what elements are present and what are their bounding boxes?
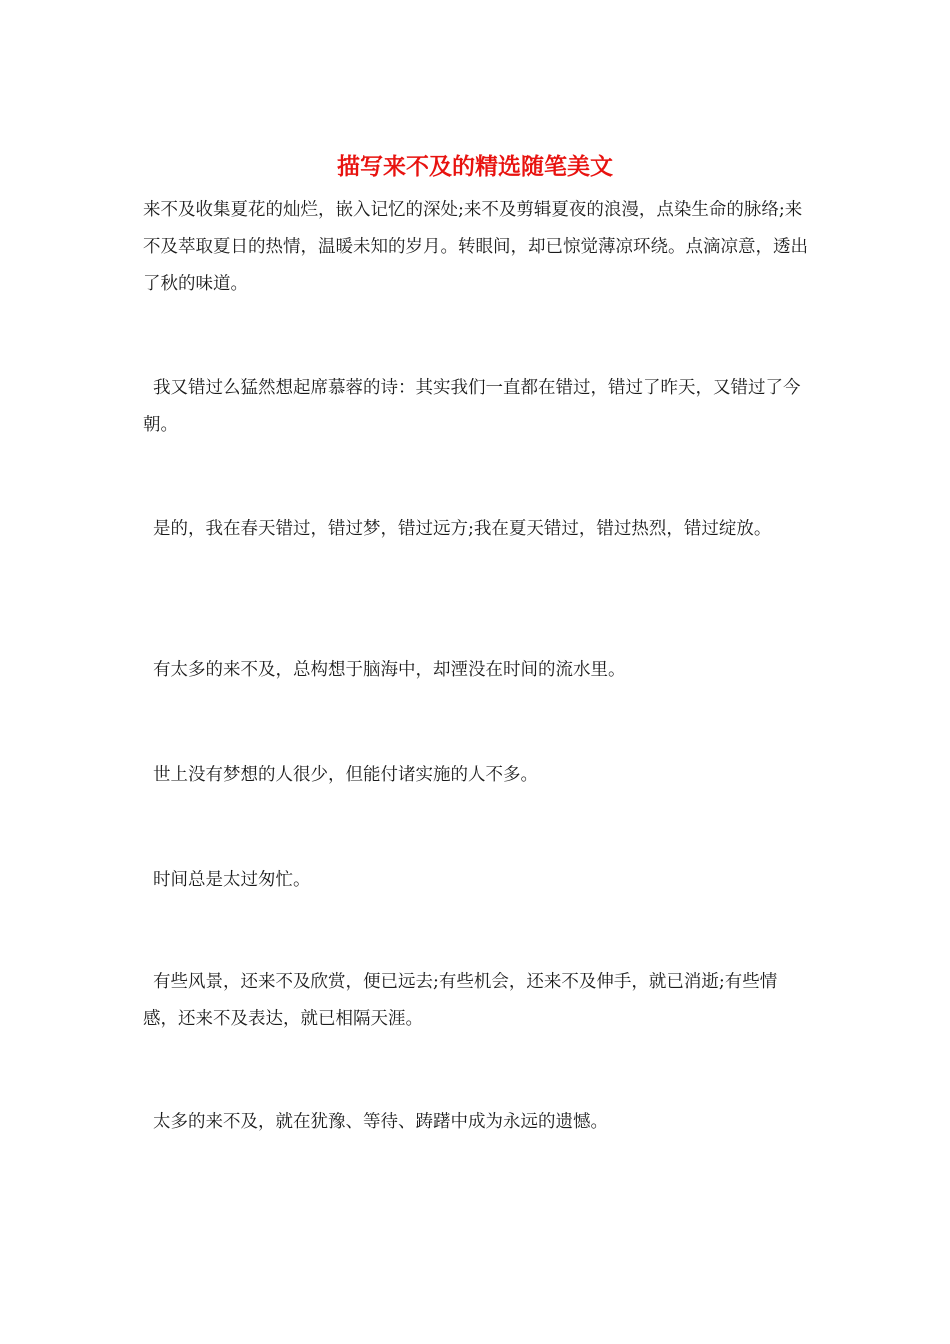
document-title: 描写来不及的精选随笔美文 [337,153,613,180]
paragraph-1: 来不及收集夏花的灿烂，嵌入记忆的深处;来不及剪辑夏夜的浪漫，点染生命的脉络;来不及萃取夏日的热情，温暖未知的岁月。转眼间，却已惊觉薄凉环绕。点滴凉意，透出了秋的味道。 [143,200,808,294]
paragraph-6: 时间总是太过匆忙。 [153,870,311,890]
paragraph-4: 有太多的来不及，总构想于脑海中，却湮没在时间的流水里。 [153,660,626,680]
paragraph-3: 是的，我在春天错过，错过梦，错过远方;我在夏天错过，错过热烈，错过绽放。 [153,519,772,539]
paragraph-5: 世上没有梦想的人很少，但能付诸实施的人不多。 [153,765,538,785]
paragraph-7: 有些风景，还来不及欣赏，便已远去;有些机会，还来不及伸手，就已消逝;有些情感，还来不及表达，就已相隔天涯。 [143,972,778,1029]
paragraph-2: 我又错过么猛然想起席慕蓉的诗：其实我们一直都在错过，错过了昨天，又错过了今朝。 [143,378,801,435]
paragraph-8: 太多的来不及，就在犹豫、等待、踌躇中成为永远的遗憾。 [153,1112,608,1132]
